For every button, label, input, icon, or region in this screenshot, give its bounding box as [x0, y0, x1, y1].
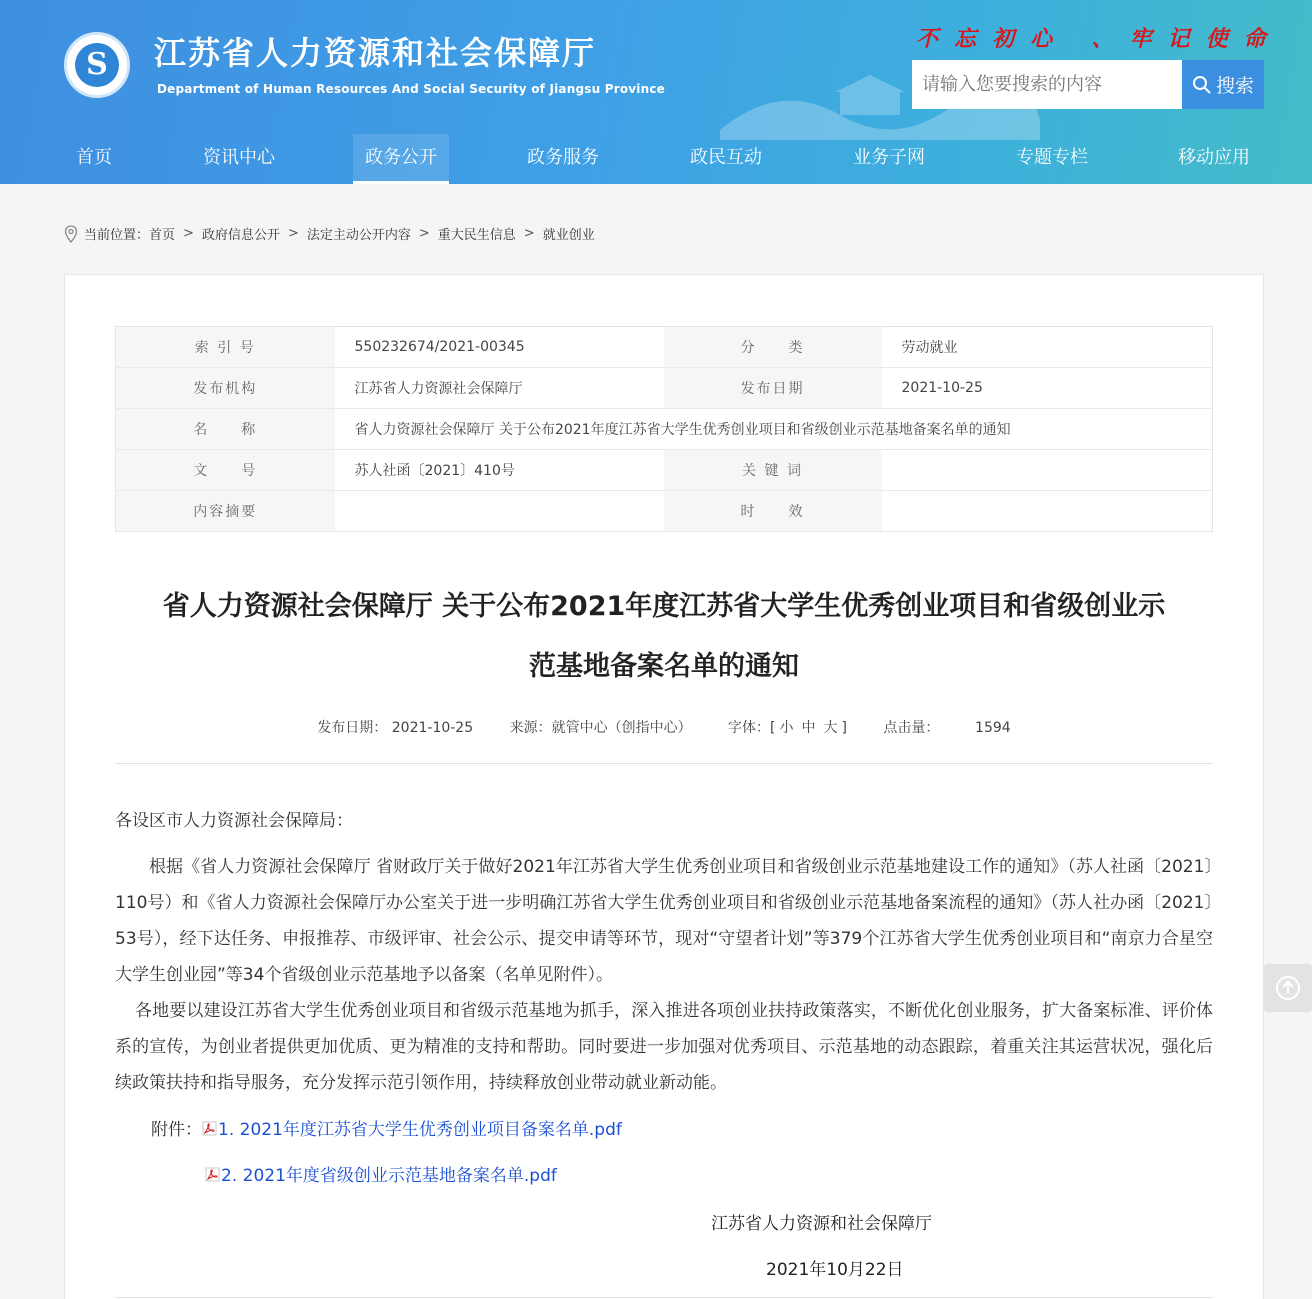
font-medium-button[interactable]: 中 — [801, 720, 816, 736]
meta-date-value: 2021-10-25 — [882, 368, 1213, 409]
font-label-end: ] — [841, 720, 847, 736]
attachment-row-2 — [205, 1161, 557, 1186]
hit-count — [883, 720, 1010, 736]
attachment-link-1-text: 1. 2021年度江苏省大学生优秀创业项目备案名单.pdf — [218, 1120, 622, 1140]
attachment-link-1[interactable] — [202, 1120, 622, 1140]
nav-business-sites[interactable]: 业务子网 — [853, 147, 925, 168]
meta-validity-label: 时 效 — [664, 491, 882, 532]
article-source: 来源：就管中心（创指中心） — [509, 720, 692, 736]
nav-home[interactable]: 首页 — [76, 147, 112, 168]
meta-validity-value — [882, 491, 1213, 532]
breadcrumb-statutory[interactable]: 法定主动公开内容 — [306, 228, 411, 243]
breadcrumb-prefix: 当前位置： — [84, 228, 150, 243]
meta-publisher-value: 江苏省人力资源社会保障厅 — [335, 368, 664, 409]
main-nav — [0, 134, 1312, 184]
arrow-up-icon — [1275, 975, 1301, 1001]
slogan: 不忘初心 、牢记使命 — [916, 26, 1282, 52]
site-subtitle: Department of Human Resources And Social Security of Jiangsu Province — [157, 82, 665, 96]
article-greeting: 各设区市人力资源社会保障局： — [115, 811, 353, 831]
pdf-icon — [205, 1167, 220, 1182]
attachment-label: 附件： — [151, 1120, 202, 1140]
attachment-row-1 — [151, 1115, 622, 1140]
article-info — [115, 717, 1213, 737]
search-input[interactable] — [912, 60, 1182, 109]
nav-topics[interactable]: 专题专栏 — [1016, 147, 1088, 168]
meta-keywords-value — [882, 450, 1213, 491]
font-large-button[interactable]: 大 — [823, 720, 838, 736]
font-label: 字体：[ — [728, 720, 776, 736]
nav-interaction[interactable]: 政民互动 — [690, 147, 762, 168]
article-title-line1: 省人力资源社会保障厅 关于公布2021年度江苏省大学生优秀创业项目和省级创业示 — [162, 591, 1166, 622]
article-publish-date: 发布日期： 2021-10-25 — [317, 720, 474, 736]
logo-s-icon: S — [86, 47, 108, 82]
breadcrumb-employment[interactable]: 就业创业 — [542, 228, 595, 243]
attachment-link-2[interactable] — [205, 1166, 557, 1186]
divider-bottom — [115, 1297, 1213, 1298]
pdf-icon — [202, 1121, 217, 1136]
meta-category-value: 劳动就业 — [882, 327, 1213, 368]
breadcrumb-gov-info[interactable]: 政府信息公开 — [201, 228, 280, 243]
search-icon — [1192, 75, 1212, 95]
signer: 江苏省人力资源和社会保障厅 — [711, 1214, 932, 1234]
meta-index-label: 索 引 号 — [116, 327, 335, 368]
article-paragraph-1: 根据《省人力资源社会保障厅 省财政厅关于做好2021年江苏省大学生优秀创业项目和省级创业示范基地建设工作的通知》（苏人社函〔2021〕110号）和《省人力资源社会保障厅办公室关于进一步明确江苏省大学生优秀创业项目和省级创业示范基地备案流程的通知》（苏人社办函〔2021〕53号），经下达任务、申报推荐、市级评审、社会公示、提交申请等环节，现对“守望者计划”等379个江苏省大学生优秀创业项目和“南京力合星空大学生创业园”等34个省级创业示范基地予以备案（名单见附件）。 — [115, 857, 1213, 985]
attachment-link-2-text: 2. 2021年度省级创业示范基地备案名单.pdf — [221, 1166, 557, 1186]
search-button[interactable] — [1182, 60, 1264, 109]
nav-gov-open[interactable]: 政务公开 — [353, 134, 449, 184]
breadcrumb-home[interactable]: 首页 — [149, 228, 176, 243]
meta-category-label: 分 类 — [664, 327, 882, 368]
site-logo[interactable] — [64, 32, 130, 98]
meta-keywords-label: 关 键 词 — [664, 450, 882, 491]
article-title — [115, 577, 1213, 697]
site-title: 江苏省人力资源和社会保障厅 — [154, 34, 597, 72]
meta-docno-label: 文 号 — [116, 450, 335, 491]
search-box — [912, 60, 1264, 109]
meta-publisher-label: 发布机构 — [116, 368, 335, 409]
article-body — [115, 803, 1213, 1101]
font-size-switcher — [728, 720, 851, 736]
nav-news[interactable]: 资讯中心 — [203, 147, 275, 168]
search-button-label: 搜索 — [1215, 75, 1254, 97]
divider — [115, 763, 1213, 764]
meta-name-value: 省人力资源社会保障厅 关于公布2021年度江苏省大学生优秀创业项目和省级创业示范基地备案名单的通知 — [335, 409, 1213, 450]
meta-date-label: 发布日期 — [664, 368, 882, 409]
hits-value: 1594 — [975, 720, 1011, 736]
breadcrumb-livelihood[interactable]: 重大民生信息 — [437, 228, 516, 243]
nav-gov-service[interactable]: 政务服务 — [527, 147, 599, 168]
back-to-top-button[interactable] — [1264, 964, 1312, 1012]
nav-mobile[interactable]: 移动应用 — [1178, 147, 1250, 168]
meta-summary-label: 内容摘要 — [116, 491, 335, 532]
sign-date: 2021年10月22日 — [766, 1260, 904, 1280]
breadcrumb: 当前位置： 首页 > 政府信息公开 > 法定主动公开内容 > 重大民生信息 > 就业创业 — [64, 224, 595, 243]
meta-docno-value: 苏人社函〔2021〕410号 — [335, 450, 664, 491]
article-paragraph-2: 各地要以建设江苏省大学生优秀创业项目和省级示范基地为抓手，深入推进各项创业扶持政策落实，不断优化创业服务，扩大备案标准、评价体系的宣传，为创业者提供更加优质、更为精准的支持和帮助。同时要进一步加强对优秀项目、示范基地的动态跟踪，着重关注其运营状况，强化后续政策扶持和指导服务，充分发挥示范引领作用，持续释放创业带动就业新动能。 — [115, 1001, 1213, 1093]
meta-name-label: 名 称 — [116, 409, 335, 450]
site-header — [0, 0, 1312, 184]
article-panel — [64, 274, 1264, 1299]
meta-index-value: 550232674/2021-00345 — [335, 327, 664, 368]
article-title-line2: 范基地备案名单的通知 — [529, 651, 799, 682]
meta-table — [115, 326, 1213, 532]
hits-label: 点击量： — [883, 720, 940, 736]
font-small-button[interactable]: 小 — [779, 720, 794, 736]
location-pin-icon — [64, 225, 78, 243]
meta-summary-value — [335, 491, 664, 532]
